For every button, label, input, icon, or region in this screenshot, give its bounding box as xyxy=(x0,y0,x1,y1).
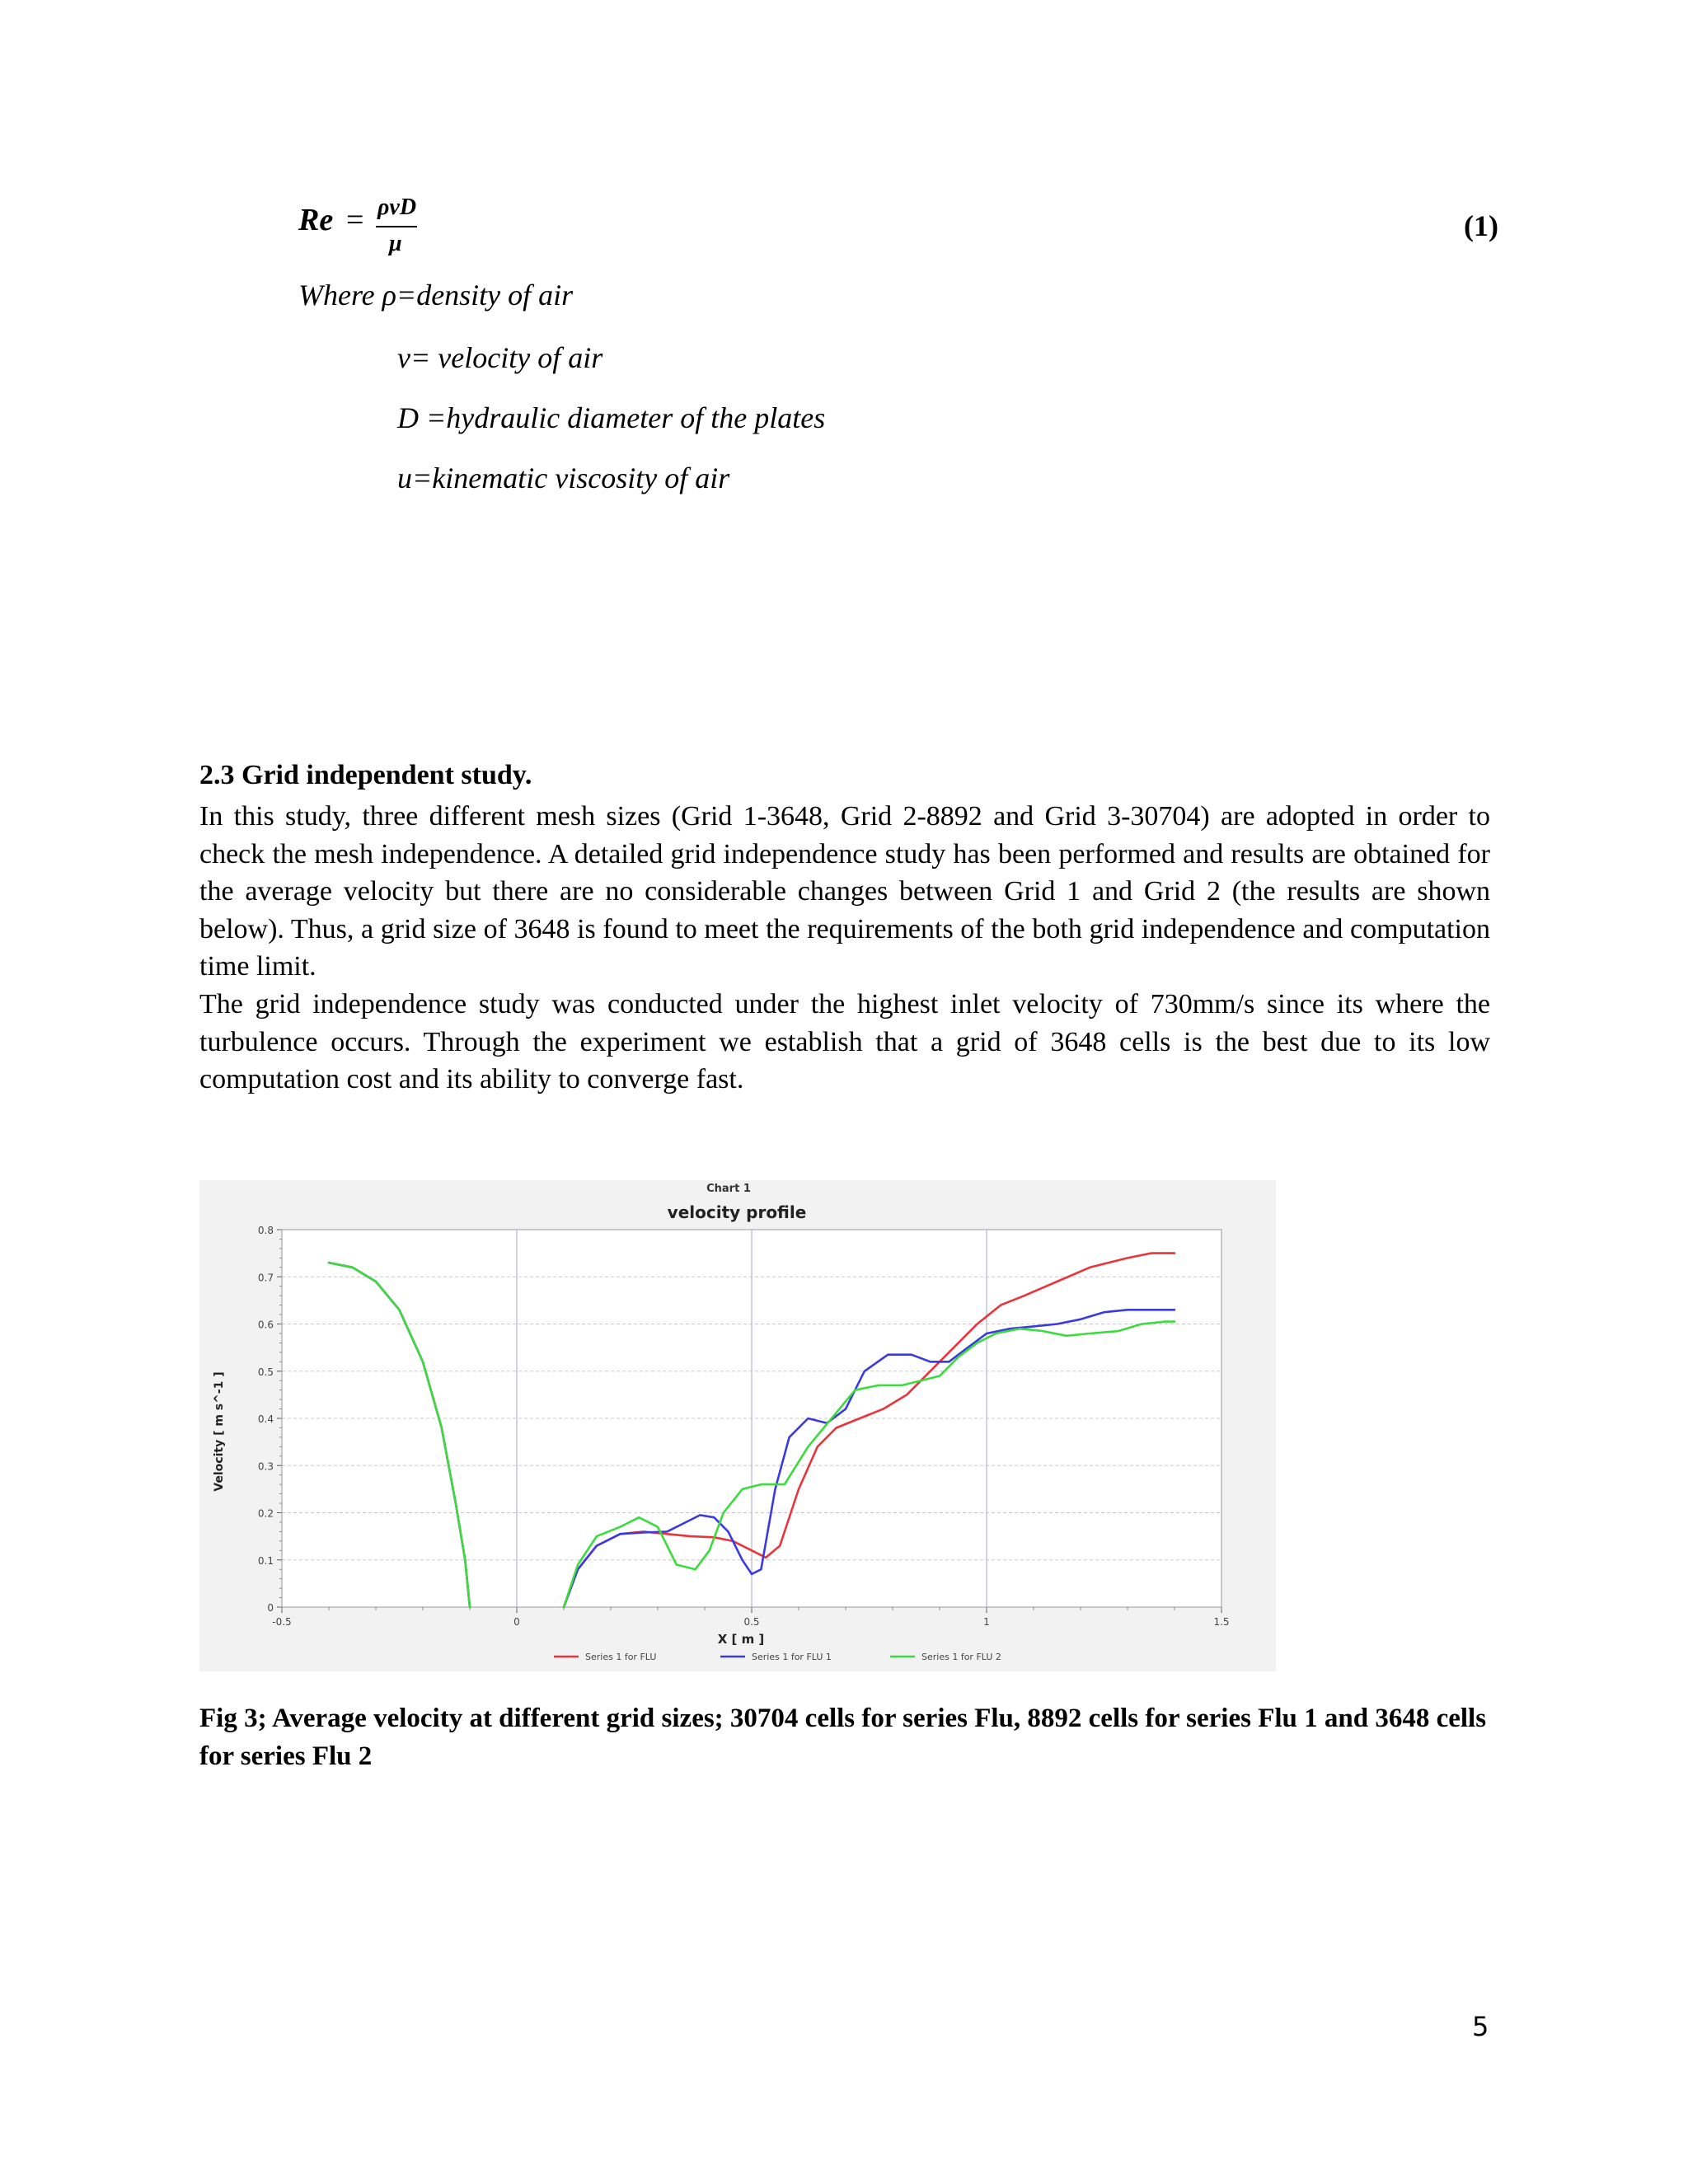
equation-numerator: ρvD xyxy=(377,194,417,220)
page-number: 5 xyxy=(1472,2011,1489,2042)
x-tick-label: -0.5 xyxy=(272,1616,292,1628)
paragraph-grid-sizes: In this study, three different mesh sizes (Grid 1-3648, Grid 2-8892 and Grid 3-30704) are adopted in order to check the mesh independence. A detailed grid independence study has been performed and results are obtained for the average velocity but there are no considerable changes between Grid 1 and Grid 2 (the results are shown below). Thus, a grid size of 3648 is found to meet the requirements of the both grid independence and computation time limit. xyxy=(199,801,1490,982)
y-axis-label: Velocity [ m s^-1 ] xyxy=(213,1371,226,1492)
chart-svg xyxy=(199,1180,1276,1671)
equation-number: (1) xyxy=(1464,209,1498,242)
x-tick-label: 0 xyxy=(513,1616,520,1628)
y-tick-label: 0.3 xyxy=(257,1460,274,1473)
x-tick-label: 0.5 xyxy=(743,1616,760,1628)
definition-viscosity: u=kinematic viscosity of air xyxy=(397,462,730,494)
x-axis-label: X [ m ] xyxy=(717,1632,765,1647)
paragraph-grid-study: The grid independence study was conducted under the highest inlet velocity of 730mm/s since its where the turbulence occurs. Through the experiment we establish that a grid of 3648 cells is the best due to its low computation cost and its ability to converge fast. xyxy=(199,989,1490,1094)
definition-velocity: v= velocity of air xyxy=(397,341,603,374)
fraction-bar xyxy=(376,226,417,227)
velocity-profile-chart xyxy=(199,1180,1276,1671)
definition-density: Where ρ=density of air xyxy=(298,279,574,312)
section-heading: 2.3 Grid independent study. xyxy=(199,760,532,790)
y-tick-label: 0.8 xyxy=(257,1225,274,1236)
y-tick-label: 0 xyxy=(267,1602,274,1614)
y-tick-label: 0.6 xyxy=(257,1319,274,1331)
y-tick-label: 0.5 xyxy=(257,1366,274,1378)
legend-label-1: Series 1 for FLU xyxy=(585,1652,657,1662)
y-tick-label: 0.1 xyxy=(257,1554,274,1567)
figure-caption: Fig 3; Average velocity at different grid sizes; 30704 cells for series Flu, 8892 cells for series Flu 1 and 3648 cells for series Flu 2 xyxy=(199,1704,1487,1771)
definition-hydraulic-diameter: D =hydraulic diameter of the plates xyxy=(397,401,826,434)
y-tick-label: 0.7 xyxy=(257,1272,274,1284)
chart-label: Chart 1 xyxy=(706,1183,751,1195)
equation-denominator: μ xyxy=(389,231,402,256)
equation-equals: = xyxy=(346,203,364,237)
x-tick-label: 1 xyxy=(983,1616,990,1628)
equation-lhs: Re xyxy=(298,203,334,237)
legend-label-3: Series 1 for FLU 2 xyxy=(921,1652,1001,1662)
chart-title: velocity profile xyxy=(667,1202,807,1222)
x-tick-label: 1.5 xyxy=(1213,1616,1230,1628)
y-tick-label: 0.2 xyxy=(257,1507,274,1520)
y-tick-label: 0.4 xyxy=(257,1413,274,1425)
legend-label-2: Series 1 for FLU 1 xyxy=(752,1652,832,1662)
